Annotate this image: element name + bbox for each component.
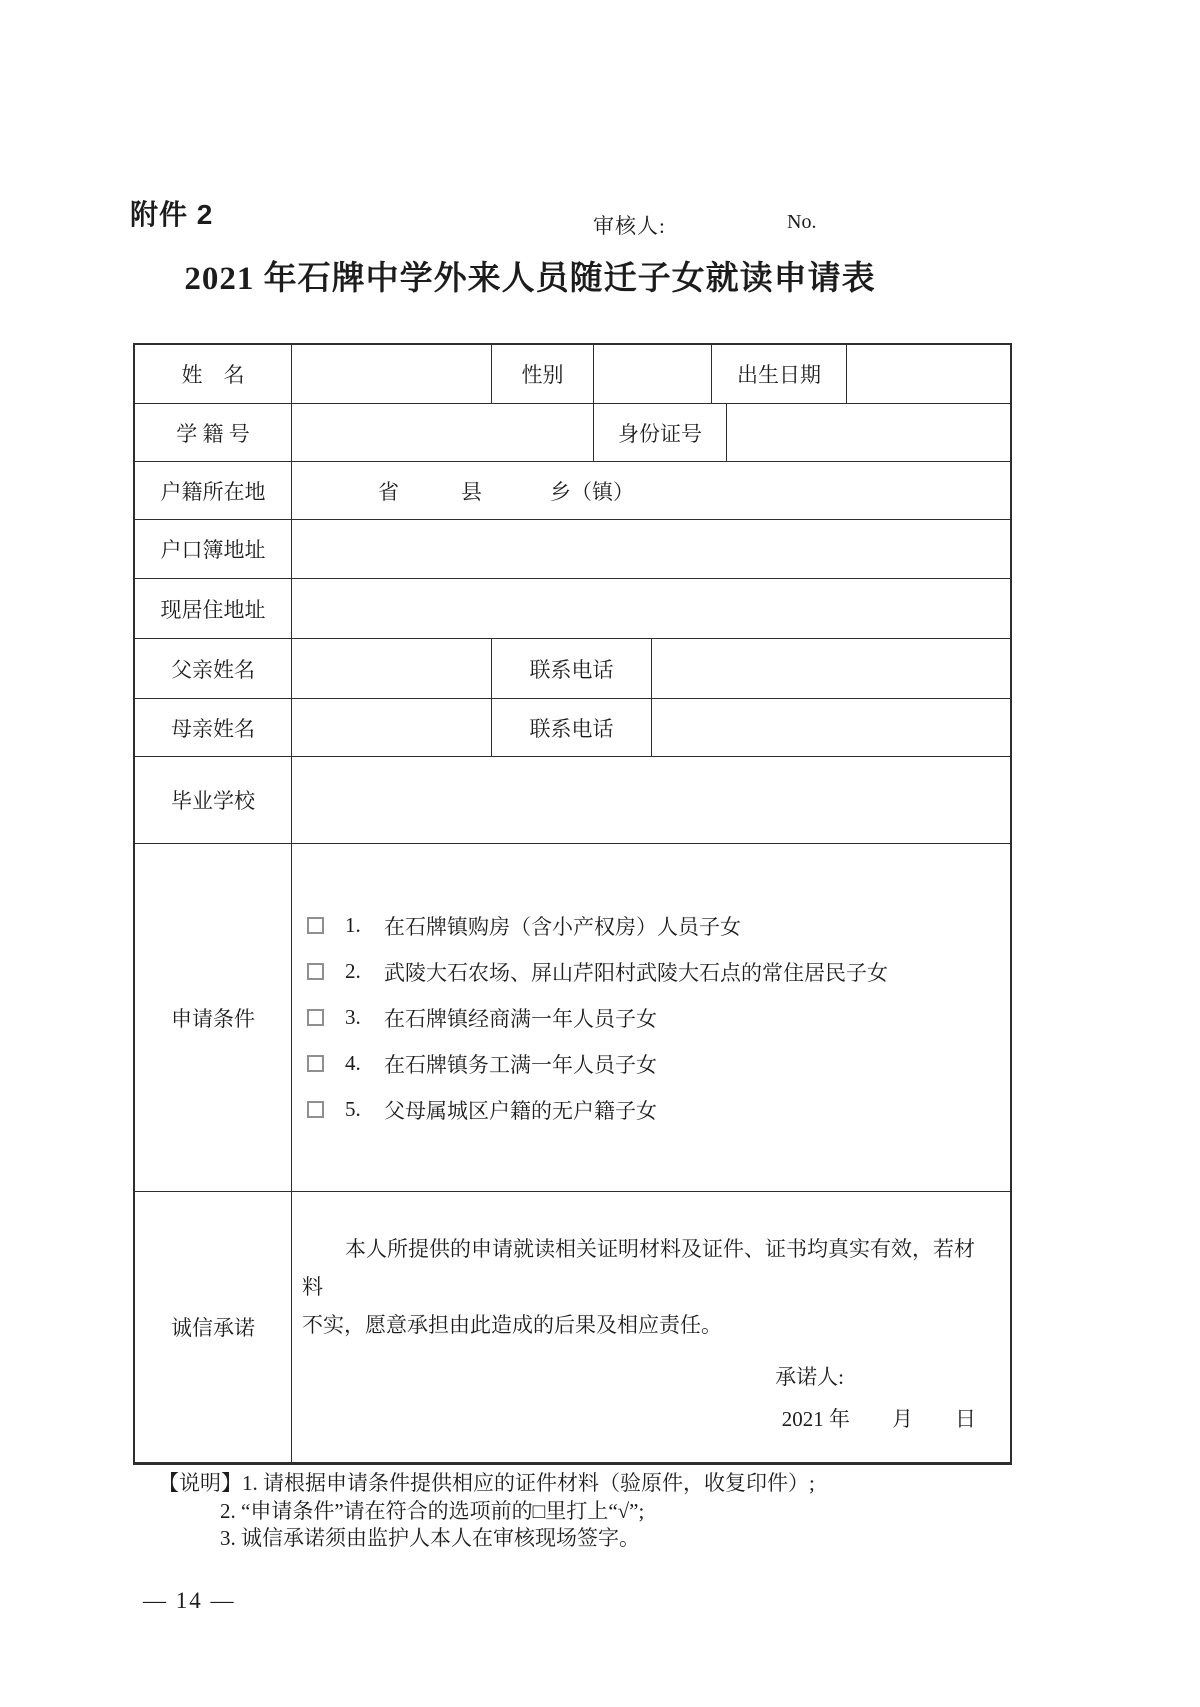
note-text: 1. 请根据申请条件提供相应的证件材料（验原件，收复印件）; xyxy=(242,1471,815,1495)
notes-prefix: 【说明】 xyxy=(158,1471,242,1495)
gender-label: 性别 xyxy=(492,345,594,403)
condition-item-4 xyxy=(307,1049,657,1079)
conditions-label: 申请条件 xyxy=(135,844,292,1191)
condition-item-1 xyxy=(307,911,741,941)
table-row-conditions xyxy=(135,844,1010,1192)
mother-name-value-cell xyxy=(292,699,492,756)
table-row-register-address xyxy=(135,520,1010,579)
table-row-commitment xyxy=(135,1192,1010,1462)
household-location-value-cell xyxy=(292,462,1010,519)
county-label: 县 xyxy=(461,479,482,504)
checkbox-icon xyxy=(307,1101,324,1118)
commitment-text-line2: 不实，愿意承担由此造成的后果及相应责任。 xyxy=(302,1313,722,1337)
name-value-cell xyxy=(292,345,492,403)
condition-text: 武陵大石农场、屏山芹阳村武陵大石点的常住居民子女 xyxy=(384,960,888,985)
notes-block xyxy=(158,1470,815,1553)
table-row-father xyxy=(135,639,1010,699)
no-label: No. xyxy=(787,211,817,233)
birth-date-value-cell xyxy=(847,345,1010,403)
student-id-label: 学 籍 号 xyxy=(135,404,292,461)
condition-text: 父母属城区户籍的无户籍子女 xyxy=(384,1098,657,1123)
condition-item-5 xyxy=(307,1095,657,1125)
commitment-date-line: 2021 年 月 日 xyxy=(781,1407,976,1431)
reviewer-label: 审核人: xyxy=(593,214,666,238)
father-phone-value-cell xyxy=(652,639,1010,698)
mother-phone-label: 联系电话 xyxy=(492,699,652,756)
father-name-value-cell xyxy=(292,639,492,698)
note-line-3: 3. 诚信承诺须由监护人本人在审核现场签字。 xyxy=(220,1526,640,1550)
province-label: 省 xyxy=(378,479,399,504)
mother-name-label: 母亲姓名 xyxy=(135,699,292,756)
graduate-school-value-cell xyxy=(292,757,1010,843)
condition-text: 在石牌镇经商满一年人员子女 xyxy=(384,1006,657,1031)
checkbox-icon xyxy=(307,1009,324,1026)
student-id-value-cell xyxy=(292,404,594,461)
current-address-label: 现居住地址 xyxy=(135,579,292,638)
commitment-content xyxy=(292,1192,1010,1462)
checkbox-icon xyxy=(307,917,324,934)
page-title: 2021 年石牌中学外来人员随迁子女就读申请表 xyxy=(184,261,876,297)
checkbox-icon xyxy=(307,1055,324,1072)
graduate-school-label: 毕业学校 xyxy=(135,757,292,843)
register-address-label: 户口簿地址 xyxy=(135,520,292,578)
mother-phone-value-cell xyxy=(652,699,1010,756)
condition-item-3 xyxy=(307,1003,657,1033)
table-row-graduate-school xyxy=(135,757,1010,844)
conditions-list xyxy=(292,844,1010,1191)
father-phone-label: 联系电话 xyxy=(492,639,652,698)
household-location-label: 户籍所在地 xyxy=(135,462,292,519)
condition-number: 1. xyxy=(345,913,361,937)
checkbox-icon xyxy=(307,963,324,980)
condition-text: 在石牌镇务工满一年人员子女 xyxy=(384,1052,657,1077)
table-row-name xyxy=(135,345,1010,404)
condition-number: 2. xyxy=(345,959,361,983)
condition-item-2 xyxy=(307,957,888,987)
id-number-value-cell xyxy=(727,404,1010,461)
condition-number: 4. xyxy=(345,1051,361,1075)
birth-date-label: 出生日期 xyxy=(712,345,847,403)
current-address-value-cell xyxy=(292,579,1010,638)
table-row-mother xyxy=(135,699,1010,757)
page-number: — 14 — xyxy=(143,1588,236,1613)
note-line-1 xyxy=(158,1470,815,1498)
commitment-label: 诚信承诺 xyxy=(135,1192,292,1462)
table-row-student-id xyxy=(135,404,1010,462)
condition-number: 3. xyxy=(345,1005,361,1029)
town-label: 乡（镇） xyxy=(550,479,634,504)
gender-value-cell xyxy=(594,345,712,403)
attachment-label: 附件 2 xyxy=(130,199,214,230)
application-table xyxy=(133,343,1012,1465)
signer-label: 承诺人: xyxy=(775,1365,844,1389)
commitment-text-line1: 本人所提供的申请就读相关证明材料及证件、证书均真实有效，若材料 xyxy=(302,1237,975,1299)
register-address-value-cell xyxy=(292,520,1010,578)
name-label: 姓 名 xyxy=(135,345,292,403)
father-name-label: 父亲姓名 xyxy=(135,639,292,698)
condition-number: 5. xyxy=(345,1097,361,1121)
condition-text: 在石牌镇购房（含小产权房）人员子女 xyxy=(384,914,741,939)
table-row-household-location xyxy=(135,462,1010,520)
table-row-current-address xyxy=(135,579,1010,639)
note-line-2: 2. “申请条件”请在符合的选项前的□里打上“√”; xyxy=(220,1498,645,1523)
id-number-label: 身份证号 xyxy=(594,404,727,461)
